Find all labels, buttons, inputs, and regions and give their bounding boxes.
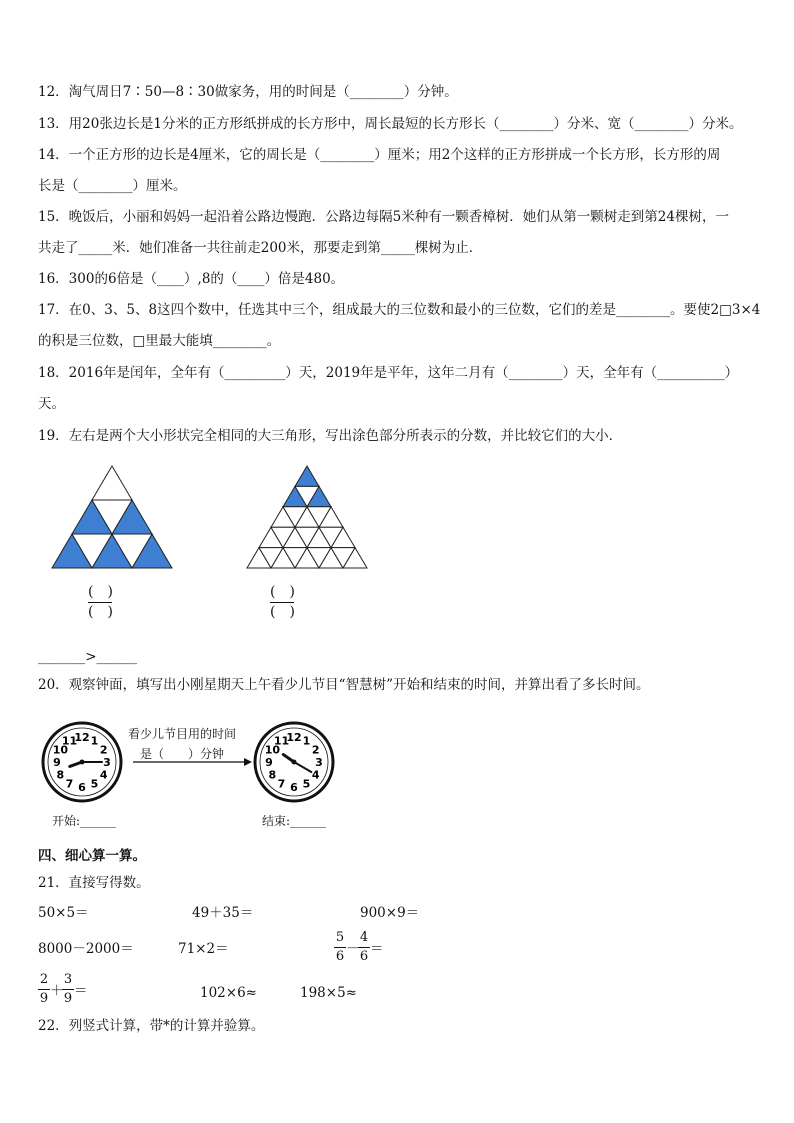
question-14-line2: 长是（________）厘米。 bbox=[38, 178, 187, 194]
clock-number: 5 bbox=[302, 777, 311, 791]
exercise-7-eq: ＝ bbox=[74, 983, 88, 999]
clock-number: 7 bbox=[277, 777, 286, 791]
exercise-7-frac-a: 2 9 bbox=[39, 972, 49, 1006]
arrow-caption-1: 看少儿节目用的时间 bbox=[128, 727, 237, 741]
clock-number: 9 bbox=[53, 756, 61, 769]
clock-number: 3 bbox=[103, 756, 111, 769]
clock-center bbox=[80, 760, 85, 765]
clock-number: 4 bbox=[311, 768, 320, 782]
question-19: 19．左右是两个大小形状完全相同的大三角形，写出涂色部分所表示的分数，并比较它们的大小． bbox=[38, 428, 623, 444]
question-16: 16．300的6倍是（____）,8的（____）倍是480。 bbox=[38, 271, 345, 287]
clock-number: 9 bbox=[265, 756, 273, 769]
arrow-head bbox=[244, 758, 252, 766]
start-label: 开始:______ bbox=[52, 814, 117, 828]
clock-number: 2 bbox=[99, 743, 108, 757]
fraction-right-denominator: ( ) bbox=[270, 604, 295, 620]
question-13: 13．用20张边长是1分米的正方形纸拼成的长方形中，周长最短的长方形长（________）分米、宽（________）分米。 bbox=[38, 116, 743, 132]
clock-number: 1 bbox=[302, 734, 311, 748]
clock-number: 1 bbox=[90, 734, 99, 748]
exercise-6-frac-a: 5 6 bbox=[335, 930, 345, 964]
clock-number: 11 bbox=[273, 734, 290, 748]
question-17-line2: 的积是三位数，□里最大能填________。 bbox=[38, 333, 281, 349]
clock-number: 4 bbox=[99, 768, 108, 782]
exercise-6-frac-b: 4 6 bbox=[359, 930, 369, 964]
exercise-7-frac-b: 3 9 bbox=[63, 972, 73, 1006]
question-18-line2: 天。 bbox=[38, 396, 65, 412]
clock-number: 12 bbox=[286, 731, 302, 744]
triangle-right bbox=[247, 466, 367, 568]
triangle-cell bbox=[295, 466, 319, 486]
triangle-cell bbox=[92, 466, 132, 500]
arrow-caption-2: 是（ ）分钟 bbox=[140, 747, 225, 761]
clock-number: 10 bbox=[52, 743, 69, 757]
question-20: 20．观察钟面，填写出小刚星期天上午看少儿节目“智慧树”开始和结束的时间，并算出看了多长时间。 bbox=[38, 677, 650, 693]
exercise-3: 900×9＝ bbox=[360, 905, 420, 921]
exercise-7-op: ＋ bbox=[50, 983, 64, 999]
clock-number: 6 bbox=[290, 781, 298, 794]
comparison-blank: _______>______ bbox=[38, 649, 138, 665]
clock-start bbox=[43, 723, 121, 801]
clock-center bbox=[292, 760, 297, 765]
clock-number: 12 bbox=[74, 731, 90, 744]
fraction-left bbox=[88, 584, 112, 621]
clock-number: 10 bbox=[264, 743, 281, 757]
exercise-5: 71×2＝ bbox=[178, 941, 229, 957]
question-15-line1: 15．晚饭后，小丽和妈妈一起沿着公路边慢跑．公路边每隔5米种有一颗香樟树．她们从第一颗树走到第24棵树，一 bbox=[38, 209, 729, 225]
exercise-1: 50×5＝ bbox=[38, 905, 89, 921]
clock-number: 5 bbox=[90, 777, 99, 791]
triangle-figures bbox=[40, 460, 380, 572]
clock-number: 6 bbox=[78, 781, 86, 794]
clock-number: 3 bbox=[315, 756, 323, 769]
question-18-line1: 18．2016年是闰年，全年有（_________）天，2019年是平年，这年二月有（________）天，全年有（__________） bbox=[38, 365, 739, 381]
exercise-2: 49＋35＝ bbox=[192, 905, 254, 921]
fraction-right-numerator: ( ) bbox=[270, 584, 295, 600]
question-14-line1: 14．一个正方形的边长是4厘米，它的周长是（________）厘米；用2个这样的正方形拼成一个长方形，长方形的周 bbox=[38, 147, 721, 163]
clock-number: 2 bbox=[311, 743, 320, 757]
clock-number: 11 bbox=[61, 734, 78, 748]
section-4-title: 四、细心算一算。 bbox=[38, 848, 146, 864]
clock-number: 7 bbox=[65, 777, 74, 791]
question-12: 12．淘气周日7∶50—8∶30做家务，用的时间是（________）分钟。 bbox=[38, 84, 458, 100]
exercise-4: 8000－2000＝ bbox=[38, 941, 134, 957]
triangle-left bbox=[52, 466, 172, 568]
exercise-6-eq: ＝ bbox=[370, 941, 384, 957]
end-label: 结束:______ bbox=[262, 814, 327, 828]
fraction-left-numerator: ( ) bbox=[88, 584, 113, 600]
exercise-9: 198×5≈ bbox=[300, 985, 357, 1001]
exercise-8: 102×6≈ bbox=[200, 985, 257, 1001]
question-21-title: 21．直接写得数。 bbox=[38, 875, 150, 891]
question-15-line2: 共走了_____米．她们准备一共往前走200米，那要走到第_____棵树为止． bbox=[38, 240, 483, 256]
question-17-line1: 17．在0、3、5、8这四个数中，任选其中三个，组成最大的三位数和最小的三位数，它们的差是________。要使2□3×4 bbox=[38, 302, 761, 318]
clock-number: 8 bbox=[268, 768, 277, 782]
exercise-6-op: － bbox=[346, 941, 360, 957]
clock-number: 8 bbox=[56, 768, 65, 782]
clock-end bbox=[255, 723, 333, 801]
fraction-left-denominator: ( ) bbox=[88, 604, 113, 620]
fraction-right bbox=[270, 584, 294, 621]
question-22-title: 22．列竖式计算，带*的计算并验算。 bbox=[38, 1018, 265, 1034]
